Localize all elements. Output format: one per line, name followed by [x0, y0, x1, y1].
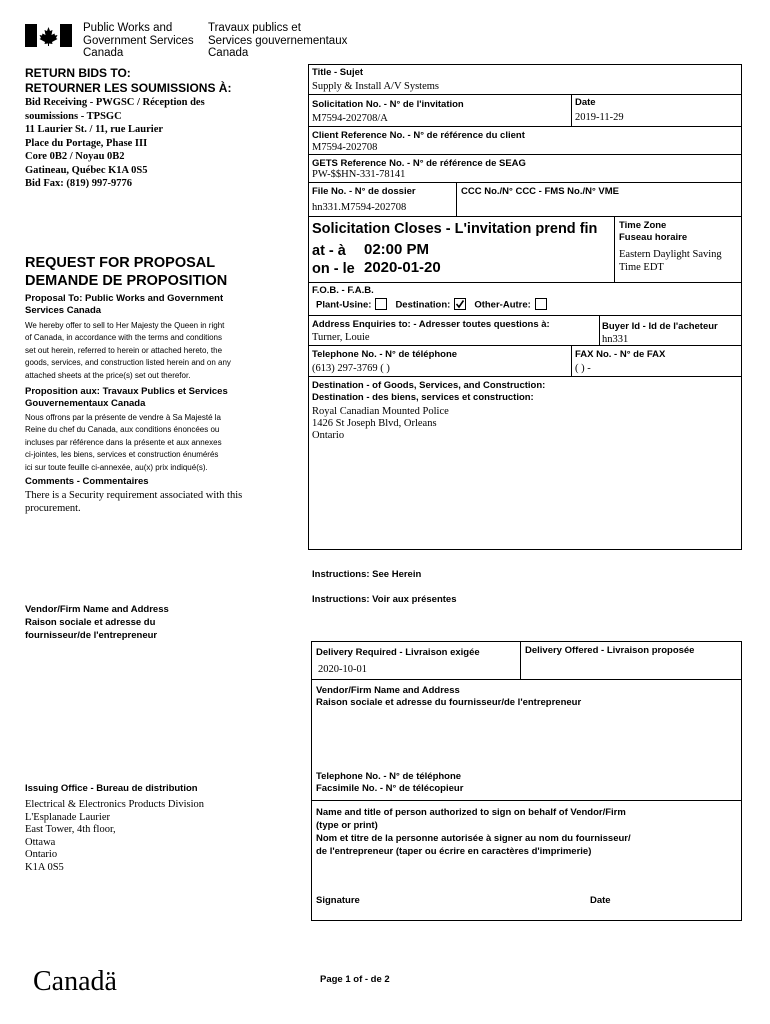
issuing-office-text: Electrical & Electronics Products Division L'Esplanade Laurier East Tower, 4th floor, Ottawa Ontario K1A 0S5	[25, 799, 205, 873]
proposal-to-label: Proposal To: Public Works and Government Services Canada	[25, 293, 224, 316]
on-label: on - le	[312, 261, 355, 277]
buyer-id-label: Buyer Id - Id de l'acheteur	[602, 321, 718, 332]
address-enquiries-value: Turner, Louie	[312, 332, 370, 343]
fob-label: F.O.B. - F.A.B.	[312, 285, 374, 296]
client-ref-label: Client Reference No. - N° de référence du client	[312, 130, 525, 141]
date-value: 2019-11-29	[575, 112, 624, 123]
signer-label: Name and title of person authorized to sign on behalf of Vendor/Firm (type or print) Nom et titre de la personne autorisée à signer au nom du fournisseur/ de l'entrepreneur (taper ou écrire en caractères d'imprimerie)	[316, 807, 631, 857]
title-value: Supply & Install A/V Systems	[312, 81, 439, 92]
instructions-en: Instructions: See Herein	[312, 569, 422, 580]
dept-name-fr: Travaux publics et Services gouvernementaux Canada	[208, 22, 348, 59]
fax-label: FAX No. - N° de FAX	[575, 349, 666, 360]
signature-date-label: Date	[590, 895, 611, 906]
delivery-required-label: Delivery Required - Livraison exigée	[316, 647, 480, 658]
address-enquiries-label: Address Enquiries to: - Adresser toutes questions à:	[312, 319, 550, 330]
canada-flag-logo	[25, 24, 72, 47]
ccc-label: CCC No./N° CCC - FMS No./N° VME	[461, 186, 620, 197]
plant-checkbox[interactable]	[375, 298, 387, 310]
close-time-value: 02:00 PM	[364, 241, 430, 258]
title-label: Title - Sujet	[312, 67, 364, 78]
dept-name-en: Public Works and Government Services Canada	[83, 22, 194, 59]
time-zone-value: Eastern Daylight Saving Time EDT	[619, 249, 722, 273]
time-zone-label: Time Zone Fuseau horaire	[619, 220, 688, 243]
vendor-left-label: Vendor/Firm Name and Address Raison sociale et adresse du fournisseur/de l'entrepreneur	[25, 604, 169, 641]
delivery-offered-label: Delivery Offered - Livraison proposée	[525, 645, 695, 656]
return-bids-address: Bid Receiving - PWGSC / Réception des soumissions - TPSGC 11 Laurier St. / 11, rue Laurier Place du Portage, Phase III Core 0B2 / Noyau 0B2 Gatineau, Québec K1A 0S5 Bid Fax: (819) 997-9776	[25, 97, 205, 189]
tel-fax-label: Telephone No. - N° de téléphone Facsimile No. - N° de télécopieur	[316, 771, 464, 794]
other-label: Other-Autre:	[474, 299, 531, 311]
client-ref-value: M7594-202708	[312, 142, 378, 153]
return-bids-title: RETURN BIDS TO: RETOURNER LES SOUMISSIONS À:	[25, 66, 232, 95]
proposal-to-text: We hereby offer to sell to Her Majesty the Queen in right of Canada, in accordance with the terms and conditions set out herein, referred to herein or attached hereto, the goods, services, and construction listed herein and on any attached sheets at the price(s) set out therefor.	[25, 321, 231, 380]
destination-checkbox[interactable]	[454, 298, 466, 310]
checkmark-icon	[455, 299, 465, 309]
date-label: Date	[575, 97, 596, 108]
solicitation-no-label: Solicitation No. - N° de l'invitation	[312, 99, 464, 110]
rfp-title: REQUEST FOR PROPOSAL DEMANDE DE PROPOSITION	[25, 255, 228, 289]
instructions-fr: Instructions: Voir aux présentes	[312, 594, 457, 605]
gets-ref-label: GETS Reference No. - N° de référence de SEAG	[312, 158, 526, 169]
fax-value: ( ) -	[575, 363, 591, 374]
signature-label: Signature	[316, 895, 360, 906]
buyer-id-value: hn331	[602, 334, 629, 345]
proposition-label: Proposition aux: Travaux Publics et Services Gouvernementaux Canada	[25, 386, 228, 409]
vendor-name-label: Vendor/Firm Name and Address Raison sociale et adresse du fournisseur/de l'entrepreneur	[316, 685, 582, 708]
at-label: at - à	[312, 243, 346, 259]
plant-label: Plant-Usine:	[316, 299, 372, 311]
page-number: Page 1 of - de 2	[320, 974, 390, 985]
delivery-required-value: 2020-10-01	[318, 664, 367, 675]
canada-wordmark: Canadä	[33, 966, 117, 997]
fob-options	[316, 299, 555, 312]
issuing-office-label: Issuing Office - Bureau de distribution	[25, 783, 198, 794]
gets-ref-value: PW-$$HN-331-78141	[312, 169, 406, 180]
file-no-label: File No. - N° de dossier	[312, 186, 416, 197]
proposition-text: Nous offrons par la présente de vendre à Sa Majesté la Reine du chef du Canada, aux conditions énoncées ou incluses par référence dans la présente et aux annexes ci-jointes, les biens, services et construction énumérés ici sur toute feuille ci-annexée, au(x) prix indiqué(s).	[25, 413, 222, 472]
solicitation-no-value: M7594-202708/A	[312, 113, 388, 124]
telephone-label: Telephone No. - N° de téléphone	[312, 349, 458, 360]
close-date-value: 2020-01-20	[364, 259, 441, 276]
comments-text: There is a Security requirement associated with this procurement.	[25, 490, 243, 514]
destination-goods-value: Royal Canadian Mounted Police 1426 St Joseph Blvd, Orleans Ontario	[312, 406, 449, 441]
destination-label: Destination:	[395, 299, 451, 311]
solicitation-closes-title: Solicitation Closes - L'invitation prend fin	[312, 221, 598, 237]
telephone-value: (613) 297-3769 ( )	[312, 363, 390, 374]
destination-goods-label: Destination - of Goods, Services, and Construction: Destination - des biens, services et construction:	[312, 380, 546, 403]
other-checkbox[interactable]	[535, 298, 547, 310]
comments-label: Comments - Commentaires	[25, 476, 149, 487]
file-no-value: hn331.M7594-202708	[312, 202, 407, 213]
